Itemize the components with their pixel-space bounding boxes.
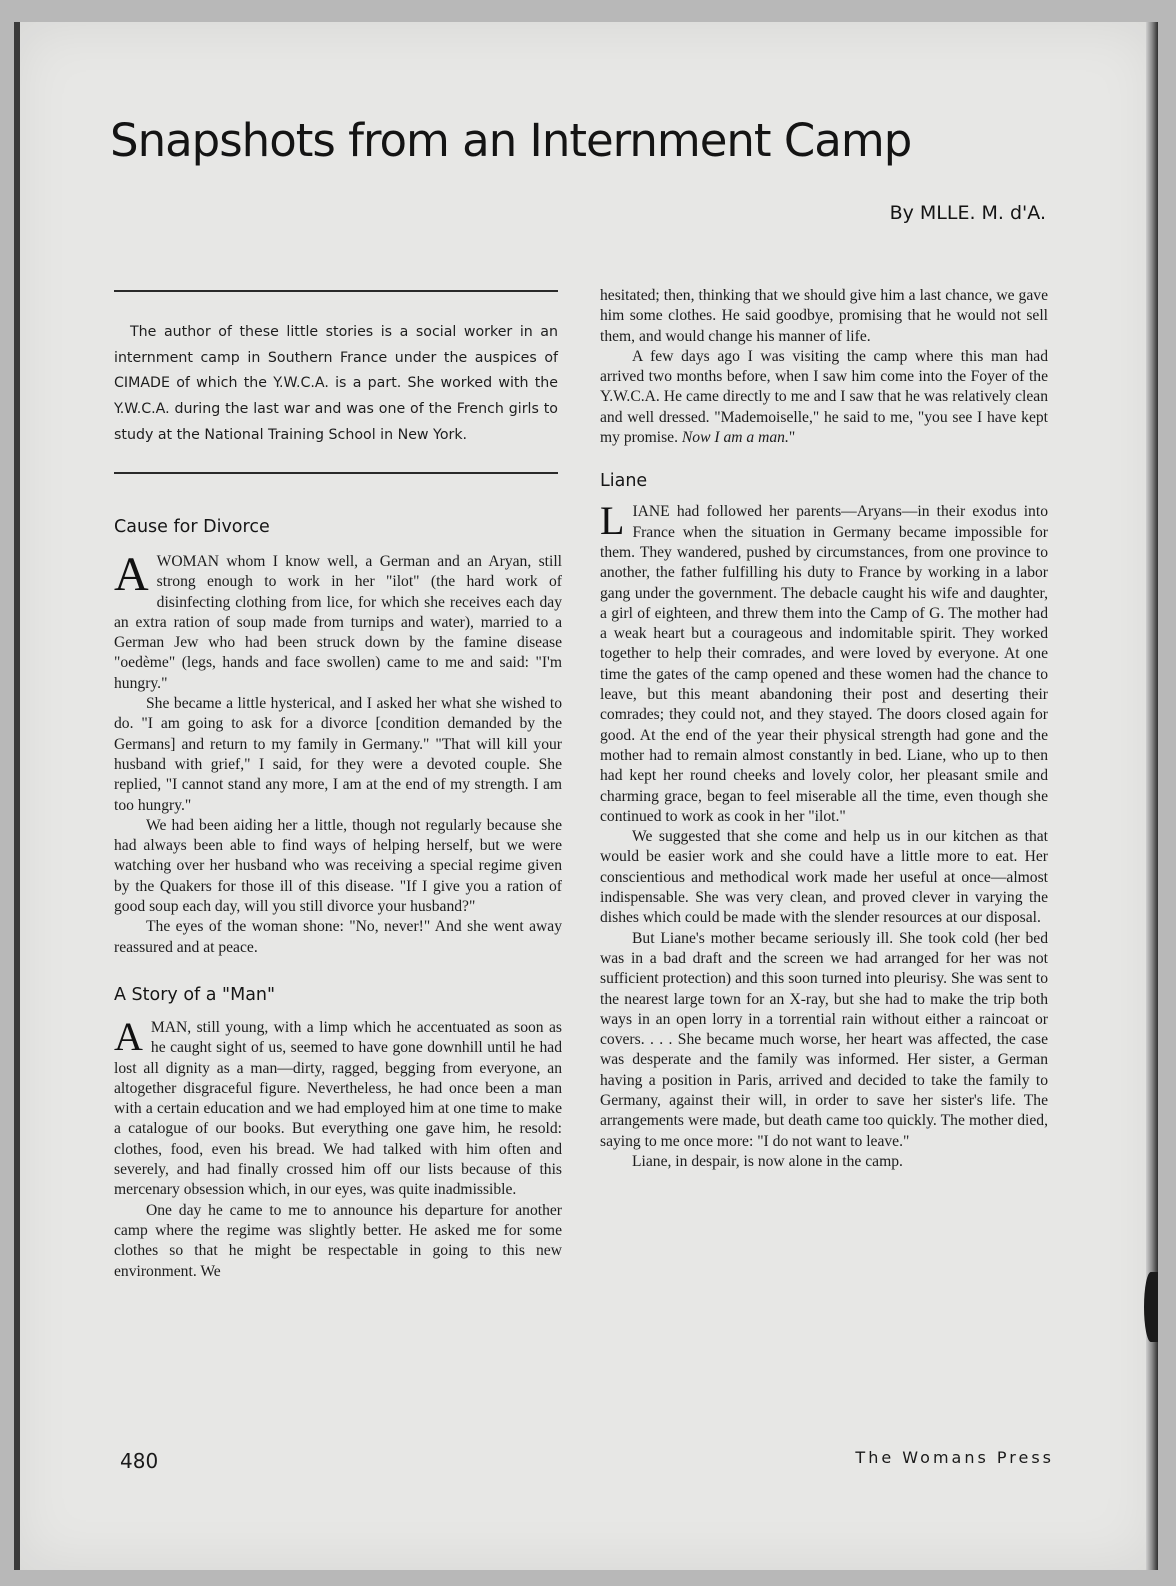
man-paragraph-2: One day he came to me to announce his departure for another camp where the regime was slightly better. He asked me for some clothes so that he might be respectable in going to this new environment. We [114, 1201, 562, 1280]
man-paragraph-4 [600, 347, 1048, 448]
man-paragraph-4-text: A few days ago I was visiting the camp where this man had arrived two months before, when I saw him come into the Foyer of the Y.W.C.A. He came directly to me and I saw that he was relatively clean and well dressed. "Mademoiselle," he said to me, "you see I have kept my promise. [600, 347, 1048, 447]
page-number: 480 [120, 1449, 159, 1473]
right-column [600, 286, 1048, 1172]
drop-cap: L [600, 498, 625, 544]
liane-paragraph-4: Liane, in despair, is now alone in the camp. [632, 1152, 903, 1170]
cause-paragraph-1 [114, 548, 562, 694]
cause-paragraph-4: The eyes of the woman shone: "No, never!" And she went away reassured and at peace. [114, 918, 562, 956]
left-column [114, 516, 562, 1282]
author-intro: The author of these little stories is a social worker in an internment camp in Southern France under the auspices of CIMADE of which the Y.W.C.A. is a part. She worked with the Y.W.C.A. during the last war and was one of the French girls to study at the National Training School in New York. [114, 324, 558, 443]
heading-cause-for-divorce: Cause for Divorce [114, 517, 270, 537]
page-left-edge [14, 22, 20, 1570]
man-paragraph-4-emphasis: Now I am a man. [681, 429, 789, 447]
intro-bottom-rule [114, 472, 558, 474]
article-byline: By MLLE. M. d'A. [889, 202, 1046, 224]
cause-paragraph-3: We had been aiding her a little, though not regularly because she had always been able to find ways of helping herself, but we were watching over her husband who was receiving a special regime given by the Quakers for those ill of this disease. "If I give you a ration of good soup each day, will you still divorce your husband?" [114, 816, 562, 916]
ink-blot [1144, 1272, 1158, 1342]
man-paragraph-4-close: " [788, 429, 796, 447]
publication-name: The Womans Press [855, 1448, 1054, 1467]
cause-paragraph-1-text: WOMAN whom I know well, a German and an Aryan, still strong enough to work in her "ilot" (the hard work of disinfecting clothing from lice, for which she receives each day an extra ration of soup made from turnips and water), married to a German Jew who had been struck down by the famine disease "oedème" (legs, hands and face swollen) came to me and said: "I'm hungry." [114, 553, 562, 692]
man-paragraph-3: hesitated; then, thinking that we should give him a last chance, we gave him some clothes. He said goodbye, promising that he would not sell them, and would change his manner of life. [600, 287, 1048, 345]
liane-paragraph-1-text: IANE had followed her parents—Aryans—in their exodus into France when the situation in Germany became impossible for them. They wandered, pushed by circumstances, from one province to another, the father fulfilling his duty to France by working in a labor gang under the government. The debacle caught his wife and daughter, a girl of eighteen, and threw them into the Camp of G. The mother had a weak heart but a courageous and indomitable spirit. They worked together to help their comrades, and were loved by everyone. At one time the gates of the camp opened and these women had the chance to leave, but this meant abandoning their post and deserting their comrades; they could not, and they stayed. The doors closed again for good. At the end of the year their physical strength had gone and the mother had to remain almost constantly in bed. Liane, who up to then had kept her round cheeks and lovely color, her pleasant smile and charming grace, began to feel miserable all the time, even though she continued to work as cook in her "ilot." [600, 503, 1048, 825]
magazine-page [14, 22, 1158, 1570]
intro-top-rule [114, 290, 558, 292]
man-paragraph-1-text: MAN, still young, with a limp which he accentuated as soon as he caught sight of us, seemed to have gone downhill until he had lost all dignity as a man—dirty, ragged, begging from everyone, an altogether disgraceful figure. Nevertheless, he had once been a man with a certain education and we had employed him at one time to make a catalogue of our books. But everything one gave him, he resold: clothes, food, even his bread. We had talked with him often and severely, and had finally crossed him off our lists because of this mercenary obsession which, in our eyes, was quite inadmissible. [114, 1018, 562, 1199]
liane-paragraph-1 [600, 498, 1048, 827]
cause-paragraph-2: She became a little hysterical, and I asked her what she wished to do. "I am going to ask for a divorce [condition demanded by the Germans] and return to my family in Germany." "That will kill your husband with grief," I said, for they were a devoted couple. She replied, "I cannot stand any more, I am at the end of my strength. I am too hungry." [114, 695, 562, 814]
drop-cap: A [114, 1013, 143, 1059]
heading-liane: Liane [600, 471, 648, 492]
drop-cap: A [114, 548, 149, 601]
man-paragraph-1 [114, 1013, 562, 1201]
article-title: Snapshots from an Internment Camp [110, 114, 912, 167]
liane-paragraph-3: But Liane's mother became seriously ill. She took cold (her bed was in a bad draft and the screen we had arranged for her was not sufficient protection) and this soon turned into pleurisy. She was sent to the nearest large town for an X-ray, but she had to make the trip both ways in an open lorry in a torrential rain without either a raincoat or covers. . . . She became much worse, her heart was affected, the case was desperate and the family was informed. Her sister, a German having a position in Paris, arrived and decided to take the family to Germany, against their will, in order to save her sister's life. The arrangements were made, but death came too quickly. The mother died, saying to me once more: "I do not want to leave." [600, 929, 1048, 1150]
liane-paragraph-2: We suggested that she come and help us in our kitchen as that would be easier work and she could have a little more to eat. Her conscientious and methodical work made her useful at once—almost indispensable. She was very clean, and proved clever in varying the dishes which could be made with the slender resources at our disposal. [600, 828, 1048, 927]
heading-story-of-a-man: A Story of a "Man" [114, 984, 276, 1005]
